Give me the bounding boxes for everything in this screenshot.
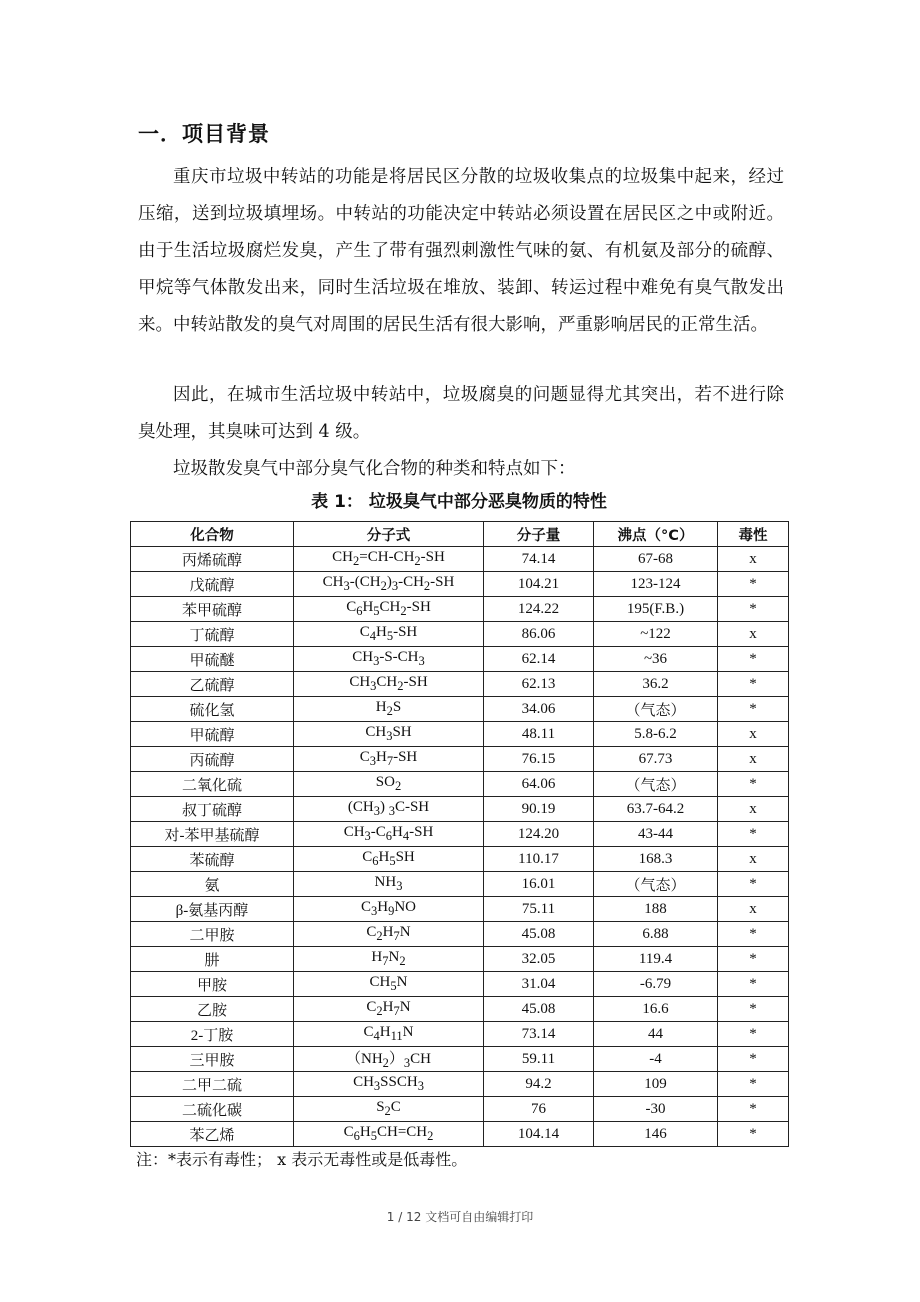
cell-molecular-weight: 45.08 bbox=[484, 922, 594, 947]
cell-compound: 苯乙烯 bbox=[131, 1122, 294, 1147]
table-row bbox=[131, 597, 789, 622]
cell-compound: 甲硫醇 bbox=[131, 722, 294, 747]
cell-toxicity: * bbox=[718, 922, 789, 947]
cell-molecular-weight: 76.15 bbox=[484, 747, 594, 772]
cell-toxicity: * bbox=[718, 572, 789, 597]
cell-boiling-point: ~36 bbox=[594, 647, 718, 672]
cell-toxicity: x bbox=[718, 722, 789, 747]
section-heading: 一．项目背景 bbox=[138, 122, 270, 146]
cell-boiling-point: 195(F.B.) bbox=[594, 597, 718, 622]
cell-formula: $C_2H_7N$ bbox=[294, 922, 484, 947]
cell-compound: 二甲胺 bbox=[131, 922, 294, 947]
table-row bbox=[131, 1122, 789, 1147]
cell-formula: $CH_3-C_6H_4-SH$ bbox=[294, 822, 484, 847]
table-row bbox=[131, 722, 789, 747]
cell-compound: 2-丁胺 bbox=[131, 1022, 294, 1047]
cell-boiling-point: 6.88 bbox=[594, 922, 718, 947]
table-note: 注：*表示有毒性； x 表示无毒性或是低毒性。 bbox=[136, 1150, 468, 1169]
cell-toxicity: x bbox=[718, 797, 789, 822]
cell-formula: $C_6H_5CH=CH_2$ bbox=[294, 1122, 484, 1147]
cell-toxicity: * bbox=[718, 772, 789, 797]
cell-formula: $C_3H_7-SH$ bbox=[294, 747, 484, 772]
cell-boiling-point: 36.2 bbox=[594, 672, 718, 697]
intro-paragraph: 重庆市垃圾中转站的功能是将居民区分散的垃圾收集点的垃圾集中起来，经过压缩，送到垃圾填埋场。中转站的功能决定中转站必须设置在居民区之中或附近。由于生活垃圾腐烂发臭，产生了带有强烈刺激性气味的氨、有机氨及部分的硫醇、甲烷等气体散发出来，同时生活垃圾在堆放、装卸、转运过程中难免有臭气散发出来。中转站散发的臭气对周围的居民生活有很大影响，严重影响居民的正常生活。 bbox=[138, 167, 784, 335]
cell-compound: 乙胺 bbox=[131, 997, 294, 1022]
cell-formula: $H_7N_2$ bbox=[294, 947, 484, 972]
cell-compound: 三甲胺 bbox=[131, 1047, 294, 1072]
cell-formula: $(CH_3)$ $_3$C-SH bbox=[294, 797, 484, 822]
table-row bbox=[131, 1072, 789, 1097]
cell-toxicity: * bbox=[718, 1022, 789, 1047]
cell-toxicity: x bbox=[718, 847, 789, 872]
cell-compound: 甲硫醚 bbox=[131, 647, 294, 672]
cell-boiling-point: 44 bbox=[594, 1022, 718, 1047]
table-row bbox=[131, 772, 789, 797]
cell-formula: $C_2H_7N$ bbox=[294, 997, 484, 1022]
table-intro-paragraph: 垃圾散发臭气中部分臭气化合物的种类和特点如下： bbox=[173, 459, 576, 479]
table-row bbox=[131, 872, 789, 897]
cell-compound: 乙硫醇 bbox=[131, 672, 294, 697]
cell-molecular-weight: 86.06 bbox=[484, 622, 594, 647]
cell-compound: 二甲二硫 bbox=[131, 1072, 294, 1097]
cell-toxicity: * bbox=[718, 997, 789, 1022]
header-toxicity: 毒性 bbox=[718, 522, 789, 547]
cell-compound: 二氧化硫 bbox=[131, 772, 294, 797]
cell-compound: 丁硫醇 bbox=[131, 622, 294, 647]
cell-boiling-point: （气态） bbox=[594, 872, 718, 897]
cell-boiling-point: 43-44 bbox=[594, 822, 718, 847]
cell-formula: $H_2S$ bbox=[294, 697, 484, 722]
table-row bbox=[131, 847, 789, 872]
cell-toxicity: * bbox=[718, 672, 789, 697]
cell-boiling-point: 123-124 bbox=[594, 572, 718, 597]
cell-compound: 肼 bbox=[131, 947, 294, 972]
table-row bbox=[131, 647, 789, 672]
cell-toxicity: * bbox=[718, 1097, 789, 1122]
cell-boiling-point: 67.73 bbox=[594, 747, 718, 772]
table-row bbox=[131, 922, 789, 947]
cell-boiling-point: 119.4 bbox=[594, 947, 718, 972]
table-row bbox=[131, 747, 789, 772]
cell-formula: $NH_3$ bbox=[294, 872, 484, 897]
cell-toxicity: x bbox=[718, 897, 789, 922]
cell-boiling-point: -4 bbox=[594, 1047, 718, 1072]
cell-molecular-weight: 90.19 bbox=[484, 797, 594, 822]
cell-compound: 二硫化碳 bbox=[131, 1097, 294, 1122]
page-footer: 1 / 12 文档可自由编辑打印 bbox=[386, 1210, 534, 1224]
cell-toxicity: * bbox=[718, 872, 789, 897]
cell-molecular-weight: 110.17 bbox=[484, 847, 594, 872]
cell-formula: $SO_2$ bbox=[294, 772, 484, 797]
table-header-row bbox=[131, 522, 789, 547]
cell-compound: β-氨基丙醇 bbox=[131, 897, 294, 922]
table-body bbox=[131, 547, 789, 1147]
table-row bbox=[131, 572, 789, 597]
cell-boiling-point: （气态） bbox=[594, 772, 718, 797]
cell-formula: $C_4H_{11}N$ bbox=[294, 1022, 484, 1047]
cell-molecular-weight: 94.2 bbox=[484, 1072, 594, 1097]
cell-molecular-weight: 62.14 bbox=[484, 647, 594, 672]
header-compound: 化合物 bbox=[131, 522, 294, 547]
table-row bbox=[131, 797, 789, 822]
cell-molecular-weight: 16.01 bbox=[484, 872, 594, 897]
cell-formula: $CH_3SSCH_3$ bbox=[294, 1072, 484, 1097]
cell-compound: 叔丁硫醇 bbox=[131, 797, 294, 822]
cell-boiling-point: ~122 bbox=[594, 622, 718, 647]
table-row bbox=[131, 972, 789, 997]
cell-molecular-weight: 48.11 bbox=[484, 722, 594, 747]
cell-boiling-point: -6.79 bbox=[594, 972, 718, 997]
cell-toxicity: * bbox=[718, 597, 789, 622]
table-caption: 表 1： 垃圾臭气中部分恶臭物质的特性 bbox=[311, 492, 607, 512]
cell-compound: 对-苯甲基硫醇 bbox=[131, 822, 294, 847]
table-row bbox=[131, 1022, 789, 1047]
cell-boiling-point: 188 bbox=[594, 897, 718, 922]
cell-formula: $CH_3-(CH_2)_3-CH_2-SH$ bbox=[294, 572, 484, 597]
cell-molecular-weight: 124.22 bbox=[484, 597, 594, 622]
cell-boiling-point: 146 bbox=[594, 1122, 718, 1147]
table-row bbox=[131, 697, 789, 722]
cell-toxicity: * bbox=[718, 1072, 789, 1097]
cell-molecular-weight: 73.14 bbox=[484, 1022, 594, 1047]
cell-molecular-weight: 59.11 bbox=[484, 1047, 594, 1072]
cell-formula: $CH_2=CH-CH_2-SH$ bbox=[294, 547, 484, 572]
cell-formula: $C_3H_9NO$ bbox=[294, 897, 484, 922]
cell-formula: $(NH_2)_3CH$ bbox=[294, 1047, 484, 1072]
table-row bbox=[131, 947, 789, 972]
table-row bbox=[131, 547, 789, 572]
cell-molecular-weight: 31.04 bbox=[484, 972, 594, 997]
table-row bbox=[131, 672, 789, 697]
cell-toxicity: x bbox=[718, 622, 789, 647]
cell-compound: 甲胺 bbox=[131, 972, 294, 997]
table-row bbox=[131, 897, 789, 922]
cell-molecular-weight: 76 bbox=[484, 1097, 594, 1122]
cell-toxicity: x bbox=[718, 747, 789, 772]
cell-formula: $CH_3-S-CH_3$ bbox=[294, 647, 484, 672]
cell-boiling-point: 5.8-6.2 bbox=[594, 722, 718, 747]
odor-compound-table bbox=[130, 521, 789, 1147]
cell-toxicity: * bbox=[718, 822, 789, 847]
cell-compound: 戊硫醇 bbox=[131, 572, 294, 597]
cell-formula: $S_2C$ bbox=[294, 1097, 484, 1122]
cell-molecular-weight: 75.11 bbox=[484, 897, 594, 922]
cell-molecular-weight: 64.06 bbox=[484, 772, 594, 797]
cell-formula: $CH_3SH$ bbox=[294, 722, 484, 747]
cell-molecular-weight: 34.06 bbox=[484, 697, 594, 722]
cell-toxicity: * bbox=[718, 1047, 789, 1072]
header-formula: 分子式 bbox=[294, 522, 484, 547]
cell-toxicity: * bbox=[718, 1122, 789, 1147]
cell-formula: $CH_3CH_2-SH$ bbox=[294, 672, 484, 697]
cell-compound: 丙烯硫醇 bbox=[131, 547, 294, 572]
table-row bbox=[131, 997, 789, 1022]
cell-compound: 苯甲硫醇 bbox=[131, 597, 294, 622]
header-boiling-point: 沸点（°C） bbox=[594, 522, 718, 547]
cell-boiling-point: -30 bbox=[594, 1097, 718, 1122]
cell-toxicity: * bbox=[718, 647, 789, 672]
header-molecular-weight: 分子量 bbox=[484, 522, 594, 547]
odor-level-paragraph: 因此，在城市生活垃圾中转站中，垃圾腐臭的问题显得尤其突出，若不进行除臭处理，其臭味可达到 4 级。 bbox=[138, 385, 784, 442]
cell-formula: $C_6H_5CH_2-SH$ bbox=[294, 597, 484, 622]
cell-boiling-point: 67-68 bbox=[594, 547, 718, 572]
cell-boiling-point: 63.7-64.2 bbox=[594, 797, 718, 822]
cell-toxicity: * bbox=[718, 972, 789, 997]
cell-toxicity: x bbox=[718, 547, 789, 572]
cell-formula: $C_4H_5-SH$ bbox=[294, 622, 484, 647]
cell-formula: $CH_5N$ bbox=[294, 972, 484, 997]
table-row bbox=[131, 822, 789, 847]
cell-molecular-weight: 45.08 bbox=[484, 997, 594, 1022]
cell-molecular-weight: 104.14 bbox=[484, 1122, 594, 1147]
cell-molecular-weight: 62.13 bbox=[484, 672, 594, 697]
cell-molecular-weight: 74.14 bbox=[484, 547, 594, 572]
cell-compound: 丙硫醇 bbox=[131, 747, 294, 772]
cell-boiling-point: 16.6 bbox=[594, 997, 718, 1022]
cell-toxicity: * bbox=[718, 697, 789, 722]
cell-molecular-weight: 32.05 bbox=[484, 947, 594, 972]
cell-formula: $C_6H_5SH$ bbox=[294, 847, 484, 872]
cell-toxicity: * bbox=[718, 947, 789, 972]
table-row bbox=[131, 1097, 789, 1122]
cell-boiling-point: 109 bbox=[594, 1072, 718, 1097]
cell-compound: 苯硫醇 bbox=[131, 847, 294, 872]
table-row bbox=[131, 1047, 789, 1072]
cell-boiling-point: 168.3 bbox=[594, 847, 718, 872]
cell-boiling-point: （气态） bbox=[594, 697, 718, 722]
cell-molecular-weight: 124.20 bbox=[484, 822, 594, 847]
cell-compound: 硫化氢 bbox=[131, 697, 294, 722]
cell-compound: 氨 bbox=[131, 872, 294, 897]
cell-molecular-weight: 104.21 bbox=[484, 572, 594, 597]
table-row bbox=[131, 622, 789, 647]
